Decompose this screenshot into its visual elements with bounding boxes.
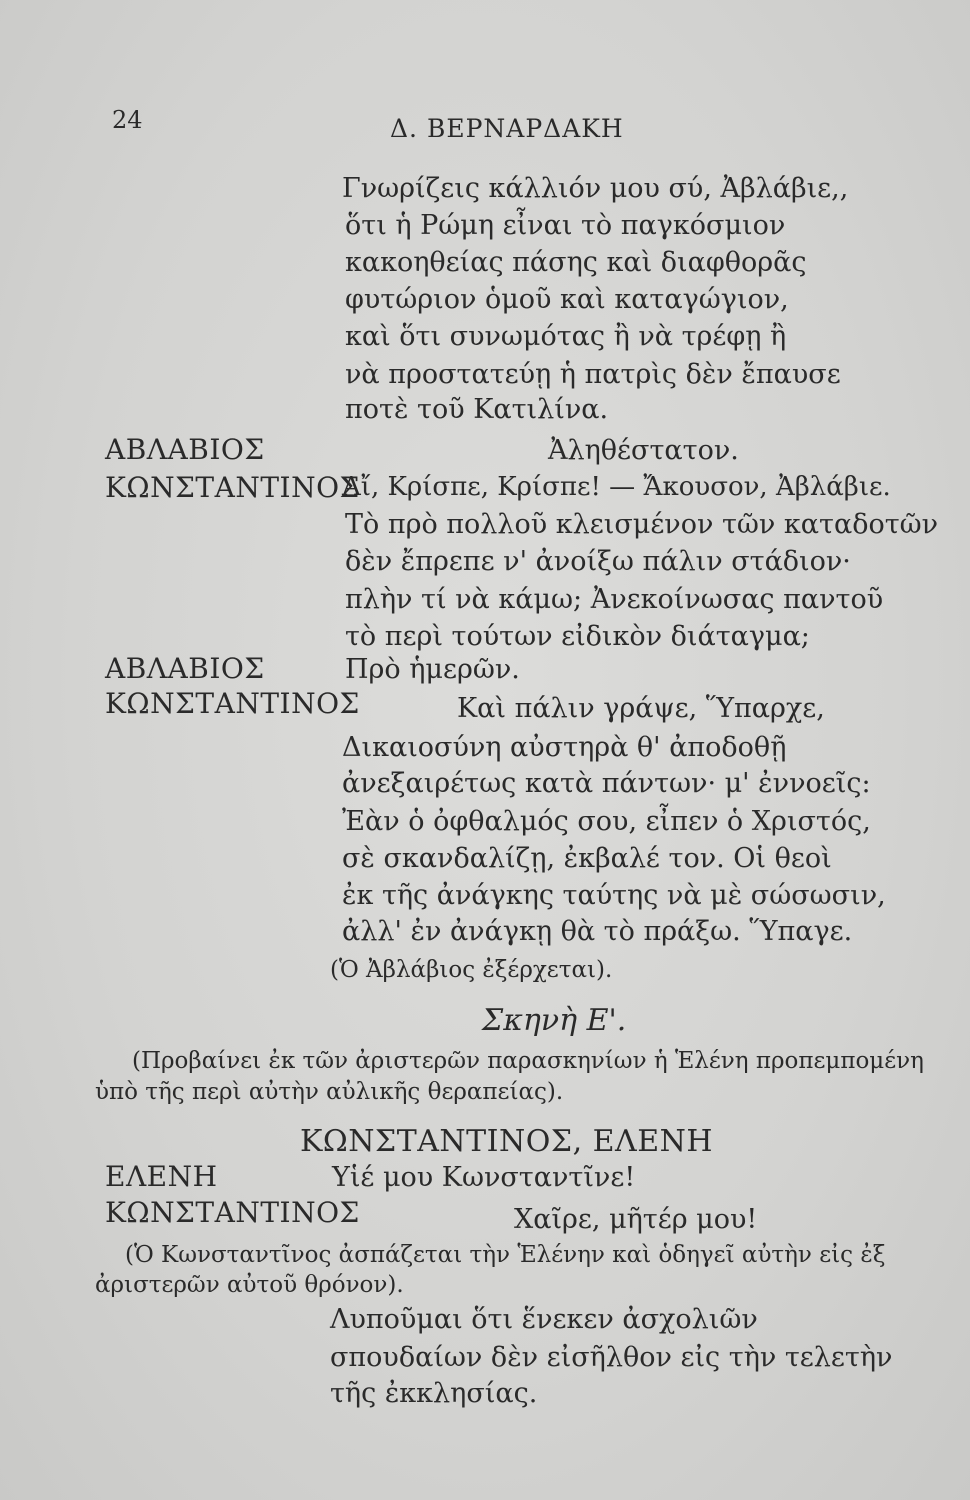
verse-line: τῆς ἐκκλησίας. — [330, 1378, 538, 1409]
verse-line: Υἱέ μου Κωνσταντῖνε! — [332, 1162, 636, 1193]
verse-line: Τὸ πρὸ πολλοῦ κλεισμένον τῶν καταδοτῶν — [345, 509, 939, 540]
running-head: Δ. ΒΕΡΝΑΡΔΑΚΗ — [390, 114, 624, 143]
verse-line: καὶ ὅτι συνωμότας ἢ νὰ τρέφῃ ἢ — [345, 321, 787, 352]
verse-line: Ἀληθέστατον. — [548, 435, 739, 466]
verse-line: Δικαιοσύνη αὐστηρὰ θ' ἀποδοθῇ — [342, 732, 787, 763]
verse-line: ἀλλ' ἐν ἀνάγκῃ θὰ τὸ πράξω. Ὕπαγε. — [342, 916, 853, 947]
verse-line: σὲ σκανδαλίζῃ, ἐκβαλέ τον. Οἱ θεοὶ — [342, 843, 832, 874]
stage-direction: (Ὁ Ἀβλάβιος ἐξέρχεται). — [330, 957, 613, 983]
speaker-name: ΚΩΝΣΤΑΝΤΙΝΟΣ — [105, 687, 360, 720]
scene-heading: Σκηνὴ Ε'. — [482, 1003, 627, 1038]
verse-line: ἐκ τῆς ἀνάγκης ταύτης νὰ μὲ σώσωσιν, — [342, 880, 886, 911]
verse-line: Λυποῦμαι ὅτι ἕνεκεν ἀσχολιῶν — [330, 1304, 758, 1335]
verse-line: τὸ περὶ τούτων εἰδικὸν διάταγμα; — [345, 621, 810, 652]
verse-line: ὅτι ἡ Ρώμη εἶναι τὸ παγκόσμιον — [345, 210, 786, 241]
speaker-name: ΕΛΕΝΗ — [105, 1160, 218, 1193]
verse-line: Γνωρίζεις κάλλιόν μου σύ, Ἀβλάβιε,, — [342, 173, 849, 204]
verse-line: νὰ προστατεύῃ ἡ πατρὶς δὲν ἔπαυσε — [345, 359, 841, 390]
speaker-name: ΚΩΝΣΤΑΝΤΙΝΟΣ — [105, 471, 360, 504]
verse-line: φυτώριον ὁμοῦ καὶ καταγώγιον, — [345, 284, 789, 315]
speaker-name: ΑΒΛΑΒΙΟΣ — [105, 652, 265, 685]
speaker-name: ΚΩΝΣΤΑΝΤΙΝΟΣ — [105, 1196, 360, 1229]
verse-line: Χαῖρε, μῆτέρ μου! — [514, 1204, 758, 1235]
verse-line: ποτὲ τοῦ Κατιλίνα. — [345, 394, 609, 425]
verse-line: κακοηθείας πάσης καὶ διαφθορᾶς — [345, 247, 807, 278]
verse-line: δὲν ἔπρεπε ν' ἀνοίξω πάλιν στάδιον· — [345, 546, 851, 577]
verse-line: πλὴν τί νὰ κάμω; Ἀνεκοίνωσας παντοῦ — [345, 584, 884, 615]
stage-direction: (Προβαίνει ἐκ τῶν ἀριστερῶν παρασκηνίων ἡ Ἑλένη προπεμπομένη — [132, 1048, 924, 1074]
verse-line: Αἴ, Κρίσπε, Κρίσπε! — Ἄκουσον, Ἀβλάβιε. — [342, 472, 891, 502]
stage-direction: (Ὁ Κωνσταντῖνος ἀσπάζεται τὴν Ἑλένην καὶ ὁδηγεῖ αὐτὴν εἰς ἐξ — [125, 1242, 886, 1268]
verse-line: ἀνεξαιρέτως κατὰ πάντων· μ' ἐννοεῖς: — [342, 768, 871, 799]
verse-line: Πρὸ ἡμερῶν. — [345, 654, 520, 685]
page-number: 24 — [112, 106, 143, 134]
verse-line: σπουδαίων δὲν εἰσῆλθον εἰς τὴν τελετὴν — [330, 1342, 893, 1373]
scene-cast: ΚΩΝΣΤΑΝΤΙΝΟΣ, ΕΛΕΝΗ — [300, 1124, 714, 1159]
stage-direction: ὑπὸ τῆς περὶ αὐτὴν αὐλικῆς θεραπείας). — [95, 1079, 564, 1105]
speaker-name: ΑΒΛΑΒΙΟΣ — [105, 433, 265, 466]
verse-line: Ἐὰν ὁ ὀφθαλμός σου, εἶπεν ὁ Χριστός, — [342, 806, 871, 837]
verse-line: Καὶ πάλιν γράψε, Ὕπαρχε, — [457, 693, 825, 724]
stage-direction: ἀριστερῶν αὐτοῦ θρόνον). — [95, 1272, 404, 1298]
